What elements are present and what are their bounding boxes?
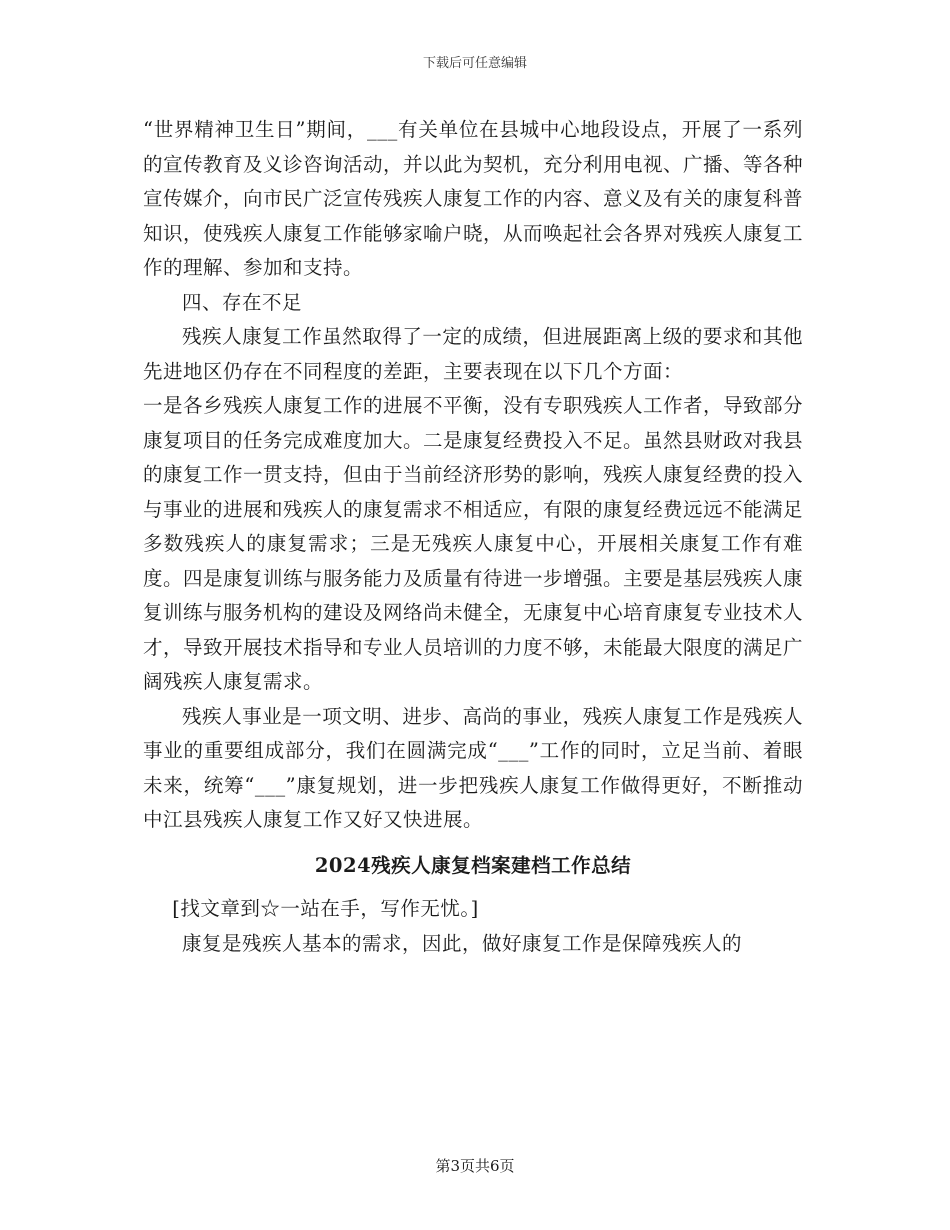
page-number: 第3页共6页 [435,1157,515,1175]
page-header: 下载后可任意编辑 [422,56,527,71]
paragraph-publicity: “世界精神卫生日”期间，___有关单位在县城中心地段设点，开展了一系列的宣传教育及义诊咨询活动，并以此为契机，充分利用电视、广播、等各种宣传媒介，向市民广泛宣传残疾人康复工作的内容、意义及有关的康复科普知识，使残疾人康复工作能够家喻户晓，从而唤起社会各界对残疾人康复工作的理解、参加和支持。 [143,118,804,279]
section-heading-shortcomings: 四、存在不足 [182,290,303,314]
promo-line: [找文章到☆一站在手，写作无忧。] [172,897,479,920]
document-body [143,113,803,961]
paragraph-shortcomings-detail: 一是各乡残疾人康复工作的进展不平衡，没有专职残疾人工作者，导致部分康复项目的任务完成难度加大。二是康复经费投入不足。虽然县财政对我县的康复工作一贯支持，但由于当前经济形势的影响，残疾人康复经费的投入与事业的进展和残疾人的康复需求不相适应，有限的康复经费远远不能满足多数残疾人的康复需求；三是无残疾人康复中心，开展相关康复工作有难度。四是康复训练与服务能力及质量有待进一步增强。主要是基层残疾人康复训练与服务机构的建设及网络尚未健全，无康复中心培育康复专业技术人才，导致开展技术指导和专业人员培训的力度不够，未能最大限度的满足广阔残疾人康复需求。 [143,394,804,693]
document-title: 2024残疾人康复档案建档工作总结 [314,853,632,877]
paragraph-shortcomings-intro: 残疾人康复工作虽然取得了一定的成绩，但进展距离上级的要求和其他先进地区仍存在不同程度的差距，主要表现在以下几个方面： [143,325,803,383]
paragraph-conclusion: 残疾人事业是一项文明、进步、高尚的事业，残疾人康复工作是残疾人事业的重要组成部分，我们在圆满完成“___”工作的同时，立足当前、着眼未来，统筹“___”康复规划，进一步把残疾人康复工作做得更好，不断推动中江县残疾人康复工作又好又快进展。 [143,704,803,831]
paragraph-rehab-intro: 康复是残疾人基本的需求，因此，做好康复工作是保障残疾人的 [182,931,743,955]
